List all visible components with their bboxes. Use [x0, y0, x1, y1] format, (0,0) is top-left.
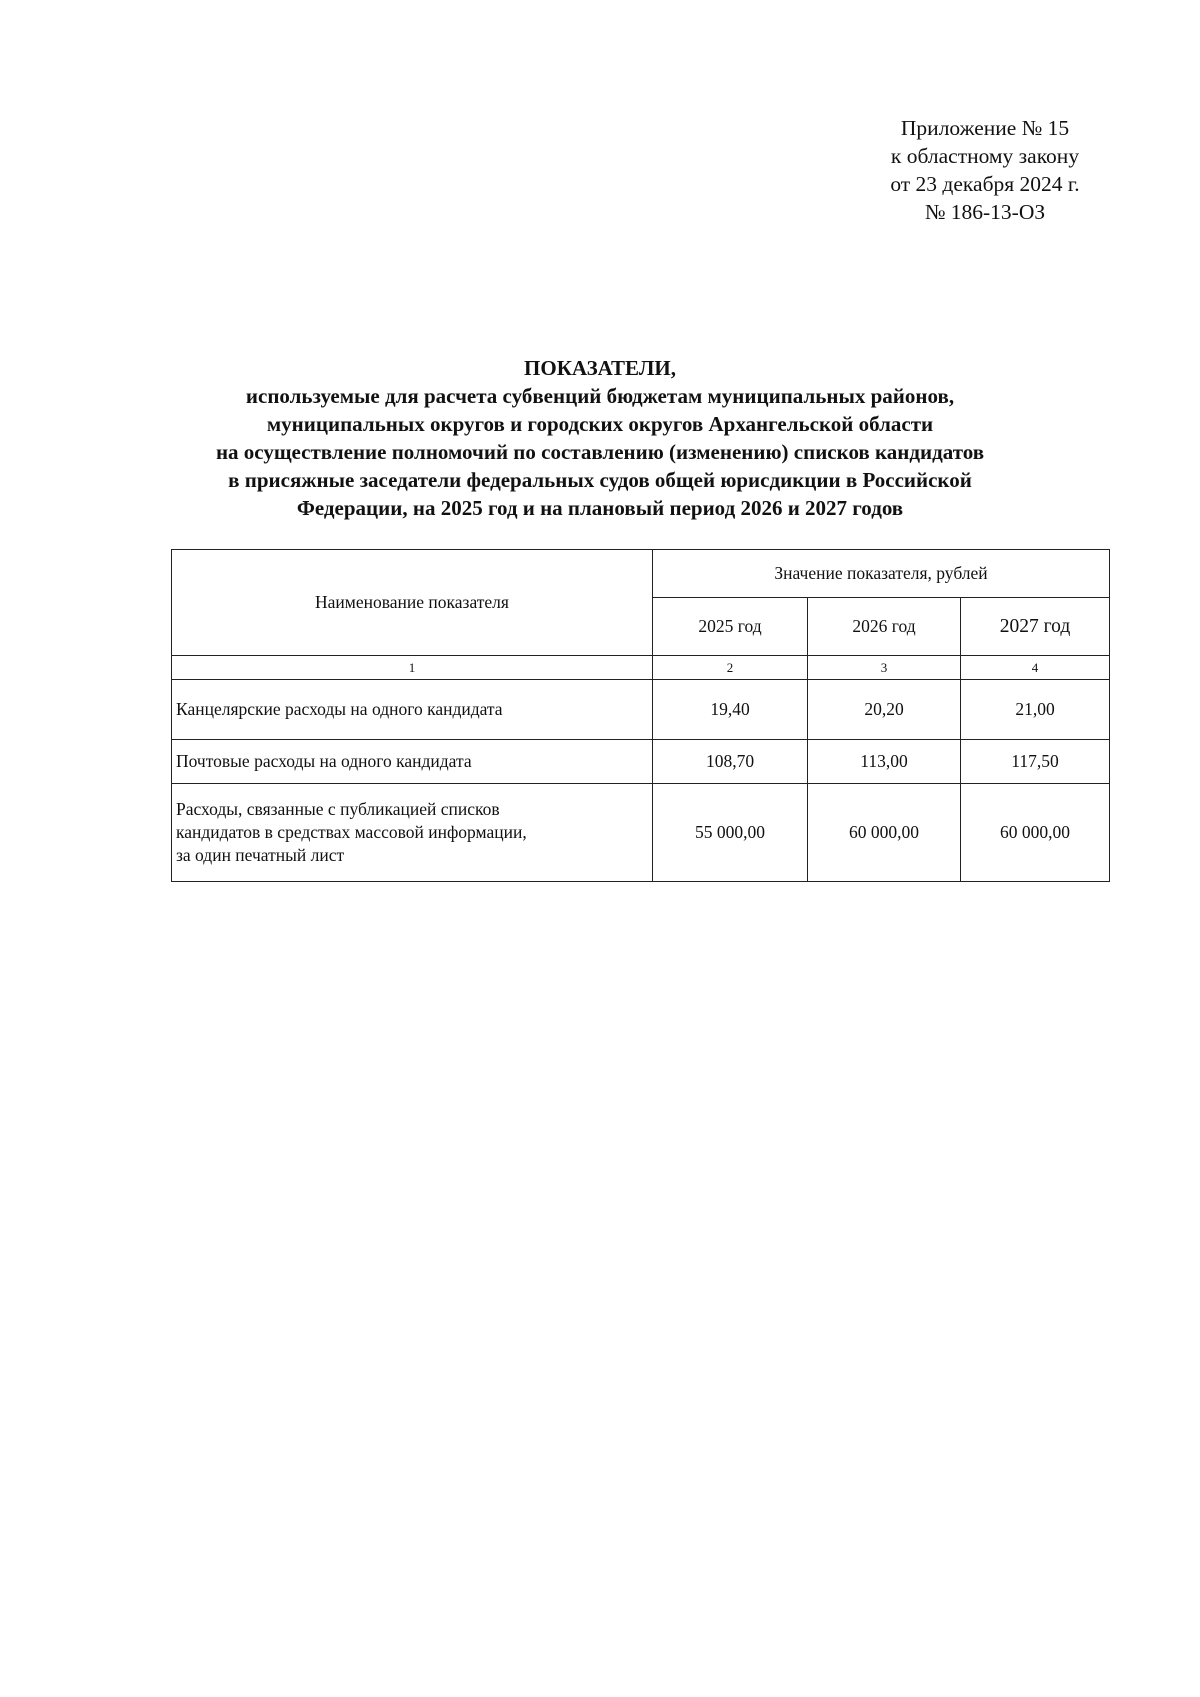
title-line-2: муниципальных округов и городских округов Архангельской области [266, 412, 934, 436]
document-title [150, 354, 1050, 522]
header-year-2026: 2026 год [808, 598, 961, 656]
column-number: 3 [808, 656, 961, 680]
indicator-name-line: Расходы, связанные с публикацией списков [176, 799, 500, 819]
value-2026: 20,20 [808, 680, 961, 740]
title-heading: ПОКАЗАТЕЛИ, [524, 356, 676, 380]
indicator-name [172, 680, 653, 740]
appendix-law-number: № 186-13-ОЗ [924, 200, 1046, 224]
value-2027: 21,00 [961, 680, 1110, 740]
value-2027: 60 000,00 [961, 784, 1110, 882]
title-line-1: используемые для расчета субвенций бюджетам муниципальных районов, [245, 384, 955, 408]
title-line-4: в присяжные заседатели федеральных судов общей юрисдикции в Российской [228, 468, 972, 492]
value-2025: 19,40 [653, 680, 808, 740]
header-indicator-name: Наименование показателя [172, 550, 653, 656]
column-number: 1 [172, 656, 653, 680]
value-2027: 117,50 [961, 740, 1110, 784]
value-2025: 55 000,00 [653, 784, 808, 882]
value-2026: 113,00 [808, 740, 961, 784]
title-line-5: Федерации, на 2025 год и на плановый период 2026 и 2027 годов [296, 496, 904, 520]
table-row [172, 784, 1110, 882]
appendix-law-ref: к областному закону [890, 144, 1080, 168]
appendix-date: от 23 декабря 2024 г. [890, 172, 1080, 196]
table-row [172, 680, 1110, 740]
column-number-row [172, 656, 1110, 680]
header-indicator-value: Значение показателя, рублей [653, 550, 1110, 598]
appendix-reference [830, 114, 1140, 226]
header-year-2027: 2027 год [961, 598, 1110, 656]
indicator-name-line: кандидатов в средствах массовой информации, [176, 822, 527, 842]
indicator-name-line: Канцелярские расходы на одного кандидата [176, 699, 503, 719]
indicator-name-line: Почтовые расходы на одного кандидата [176, 751, 472, 771]
indicator-name [172, 740, 653, 784]
column-number: 4 [961, 656, 1110, 680]
indicators-table [171, 549, 1110, 882]
value-2026: 60 000,00 [808, 784, 961, 882]
header-year-2025: 2025 год [653, 598, 808, 656]
value-2025: 108,70 [653, 740, 808, 784]
indicator-name [172, 784, 653, 882]
title-line-3: на осуществление полномочий по составлению (изменению) списков кандидатов [215, 440, 985, 464]
indicator-name-line: за один печатный лист [176, 845, 345, 865]
column-number: 2 [653, 656, 808, 680]
appendix-number: Приложение № 15 [900, 116, 1070, 140]
table-row [172, 740, 1110, 784]
